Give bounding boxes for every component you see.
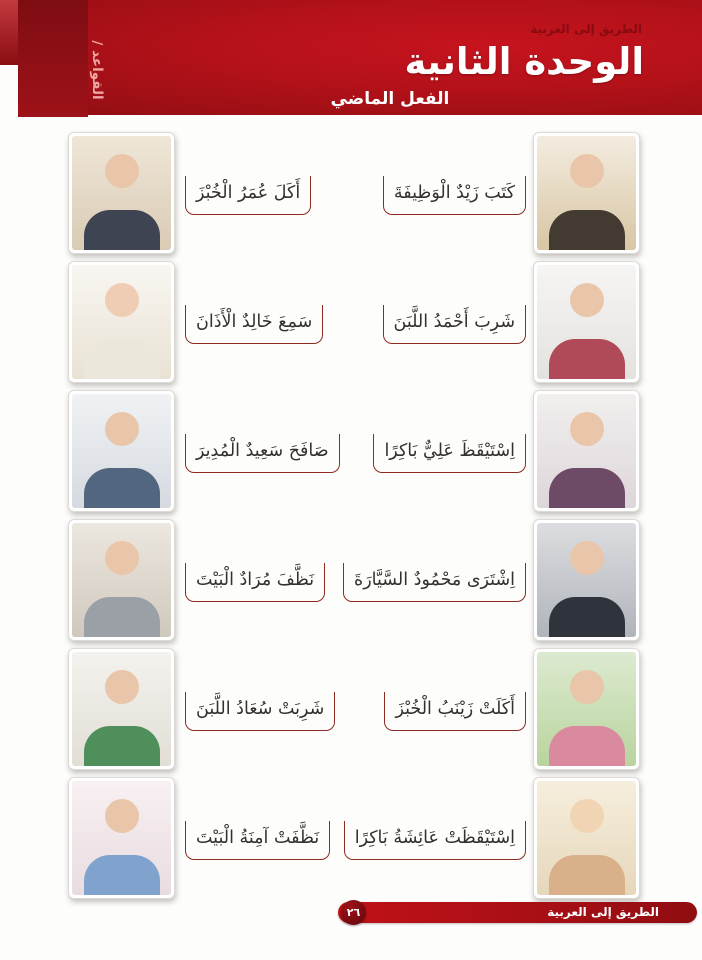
row-2 <box>0 261 702 383</box>
caption-amina-cleaned-house: نَظَّفَتْ آمِنَةُ الْبَيْتَ <box>185 821 330 860</box>
item-amina-cleaned-house <box>68 777 330 899</box>
row-3 <box>0 390 702 512</box>
caption-suad-drank-milk: شَرِبَتْ سُعَادُ اللَّبَنَ <box>185 692 335 731</box>
caption-saeed-shook-hands: صَافَحَ سَعِيدٌ الْمُدِيرَ <box>185 434 340 473</box>
item-ahmad-drank-milk <box>383 261 641 383</box>
item-aisha-woke-early <box>344 777 640 899</box>
photo-frame <box>533 390 640 512</box>
item-ali-woke-early <box>373 390 640 512</box>
item-khalid-heard-adhan <box>68 261 323 383</box>
book-title-small: الطريق إلى العربية <box>530 22 642 36</box>
photo-frame <box>533 132 640 254</box>
photo-frame <box>533 519 640 641</box>
photo-frame <box>68 777 175 899</box>
caption-ahmad-drank-milk: شَرِبَ أَحْمَدُ اللَّبَنَ <box>383 305 527 344</box>
caption-umar-ate-bread: أَكَلَ عُمَرُ الْخُبْزَ <box>185 176 311 215</box>
photo-child-drinking-milk <box>72 652 171 766</box>
caption-zayd-wrote-homework: كَتَبَ زَيْدٌ الْوَظِيفَةَ <box>383 176 526 215</box>
unit-title: الوحدة الثانية <box>404 40 644 83</box>
item-murad-cleaned-house <box>68 519 325 641</box>
photo-frame <box>533 261 640 383</box>
photo-frame <box>533 777 640 899</box>
photo-girl-eating-bread <box>537 652 636 766</box>
item-zayd-wrote-homework <box>383 132 640 254</box>
lesson-content <box>0 132 702 906</box>
row-4 <box>0 519 702 641</box>
caption-aisha-woke-early: اِسْتَيْقَظَتْ عَائِشَةُ بَاكِرًا <box>344 821 526 860</box>
photo-girl-in-bed <box>537 781 636 895</box>
caption-khalid-heard-adhan: سَمِعَ خَالِدٌ الْأَذَانَ <box>185 305 323 344</box>
row-1 <box>0 132 702 254</box>
row-6 <box>0 777 702 899</box>
photo-men-shaking-hands <box>72 394 171 508</box>
corner-decoration <box>0 0 18 65</box>
caption-mahmoud-bought-car: اِشْتَرَى مَحْمُودٌ السَّيَّارَةَ <box>343 563 526 602</box>
page-number-badge: ٢٦ <box>341 900 366 925</box>
row-5 <box>0 648 702 770</box>
footer-bar <box>338 902 697 923</box>
grammar-section-tab-label: القواعد / <box>89 40 105 100</box>
footer-book-title: الطريق إلى العربية <box>547 905 659 919</box>
item-saeed-shook-hands <box>68 390 340 512</box>
photo-frame <box>68 261 175 383</box>
caption-zaynab-ate-bread: أَكَلَتْ زَيْنَبُ الْخُبْزَ <box>384 692 526 731</box>
item-suad-drank-milk <box>68 648 335 770</box>
photo-man-cleaning <box>72 523 171 637</box>
photo-man-with-car <box>537 523 636 637</box>
caption-ali-woke-early: اِسْتَيْقَظَ عَلِيٌّ بَاكِرًا <box>373 434 526 473</box>
photo-boy-writing-homework <box>537 136 636 250</box>
caption-murad-cleaned-house: نَظَّفَ مُرَادٌ الْبَيْتَ <box>185 563 325 602</box>
photo-frame <box>533 648 640 770</box>
photo-frame <box>68 390 175 512</box>
item-umar-ate-bread <box>68 132 311 254</box>
photo-girl-waking-up <box>537 394 636 508</box>
item-zaynab-ate-bread <box>384 648 640 770</box>
photo-child-praying <box>72 265 171 379</box>
item-mahmoud-bought-car <box>343 519 640 641</box>
photo-frame <box>68 519 175 641</box>
photo-frame <box>68 132 175 254</box>
photo-boy-holding-milk <box>537 265 636 379</box>
photo-boy-eating-bread <box>72 136 171 250</box>
lesson-banner: الفعل الماضي <box>330 89 450 109</box>
photo-frame <box>68 648 175 770</box>
photo-woman-with-broom <box>72 781 171 895</box>
